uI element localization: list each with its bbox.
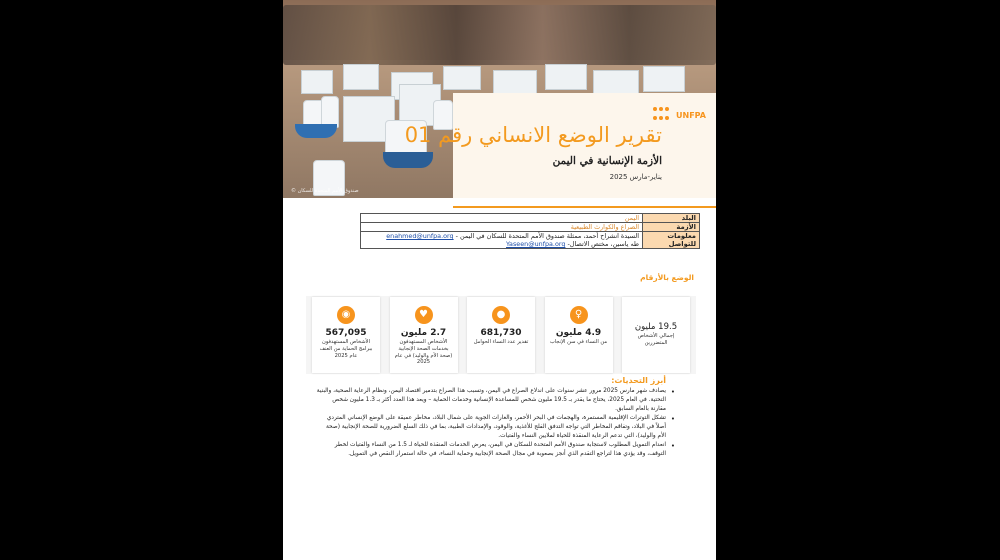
stat-label: الأشخاص المستهدفون بخدمات الصحة الإنجابية (صحة الأم والوليد) في عام 2025 [394, 339, 453, 366]
protection-icon: ◉ [337, 306, 355, 324]
info-table [360, 213, 700, 249]
unfpa-dots-icon [653, 107, 673, 123]
title-panel [404, 93, 716, 198]
report-page [283, 0, 716, 560]
stat-label: إجمالي الأشخاص المتضررين [637, 333, 675, 346]
stat-label: من النساء في سن الإنجاب [549, 339, 608, 345]
stat-card-women [545, 297, 613, 373]
stat-number: 19.5 مليون [634, 322, 678, 332]
logo-text: UNFPA [676, 110, 706, 120]
country-label: البلد [643, 214, 700, 223]
stat-number: 567,095 [325, 328, 367, 338]
figures-title: الوضع بالأرقام [640, 273, 694, 282]
stat-label: الأشخاص المستهدفون ببرامج الحماية من العنف عام 2025 [319, 339, 373, 359]
stat-card-affected [622, 297, 690, 373]
email-link-2[interactable]: Yaseen@unfpa.org [506, 240, 566, 248]
stat-number: 681,730 [480, 328, 522, 338]
contact-value [361, 232, 643, 249]
crisis-label: الأزمة [643, 223, 700, 232]
country-value: اليمن [361, 214, 643, 223]
women-icon: ♀ [570, 306, 588, 324]
challenges-list [316, 387, 676, 459]
stat-number: 4.9 مليون [555, 328, 602, 338]
list-item: • يصادف شهر مارس 2025 مرور عشر سنوات على اندلاع الصراع في اليمن، وتسبب هذا الصراع بتدمير اقتصاد اليمن، ونظام الرعاية الصحية، والبنية التحتية. في العام 2025، يحتاج ما يقدر بـ 19.5 مليون شخص للمساعدة الإنسانية وخدمات الحماية – ويعد هذا العدد أكثر بـ 1.3 مليون شخص مقارنة بالعام السابق. [316, 387, 666, 414]
report-date: يناير-مارس 2025 [609, 173, 662, 181]
crisis-row [361, 223, 700, 232]
unfpa-logo [653, 107, 706, 123]
list-item: • تشكل التوترات الإقليمية المستمرة، والهجمات في البحر الأحمر، والغارات الجوية على شمال البلاد، مخاطر عميقة على الوضع الإنساني المتردي أصلاً في البلاد، وتفاقم المخاطر التي تواجه التدفق الفلج للأغذية، والوقود، والإمدادات الطبية، بما في ذلك السلع الضرورية للصحة الإنجابية (صحة الأم والوليد)، التي تدعم الرعاية المنقذة للحياة لملايين النساء والفتيات. [316, 414, 666, 441]
contact-label: معلومات للتواصل [643, 232, 700, 249]
stat-label: تقدير عدد النساء الحوامل [473, 339, 529, 345]
stat-card-health [390, 297, 458, 373]
report-title: تقرير الوضع الانساني رقم 01 [404, 123, 662, 147]
pregnant-icon: ● [492, 306, 510, 324]
contact-line-1: السيدة انشراح أحمد، ممثلة صندوق الأمم المتحدة للسكان في اليمن - [455, 232, 639, 240]
divider [453, 206, 716, 208]
stat-number: 2.7 مليون [400, 328, 447, 338]
email-link-1[interactable]: enahmed@unfpa.org [386, 232, 454, 240]
list-item: • انعدام التمويل المطلوب لاستجابة صندوق الأمم المتحدة للسكان في اليمن، يعرض الخدمات المنقذة للحياة لـ 1.5 من النساء والفتيات لخطر التوقف، وقد يؤدي هذا لتراجع التقدم الذي أنجز بصعوبة في مجال الصحة الإنجابية وحماية النساء، في حالة استمرار النقص في التمويل. [316, 441, 666, 459]
report-subtitle: الأزمة الإنسانية في اليمن [552, 155, 662, 167]
challenges-title: أبرز التحديات: [611, 376, 666, 385]
crisis-value: الصراع والكوارث الطبيعية [361, 223, 643, 232]
stat-card-protection [312, 297, 380, 373]
heart-icon: ♥ [415, 306, 433, 324]
photo-caption: © صندوق الأمم المتحدة للسكان [291, 188, 359, 194]
contact-line-2: طه ياسين، مختص الاتصال- [567, 240, 639, 248]
stat-card-pregnant [467, 297, 535, 373]
stats-strip [306, 296, 696, 374]
contact-row [361, 232, 700, 249]
country-row [361, 214, 700, 223]
